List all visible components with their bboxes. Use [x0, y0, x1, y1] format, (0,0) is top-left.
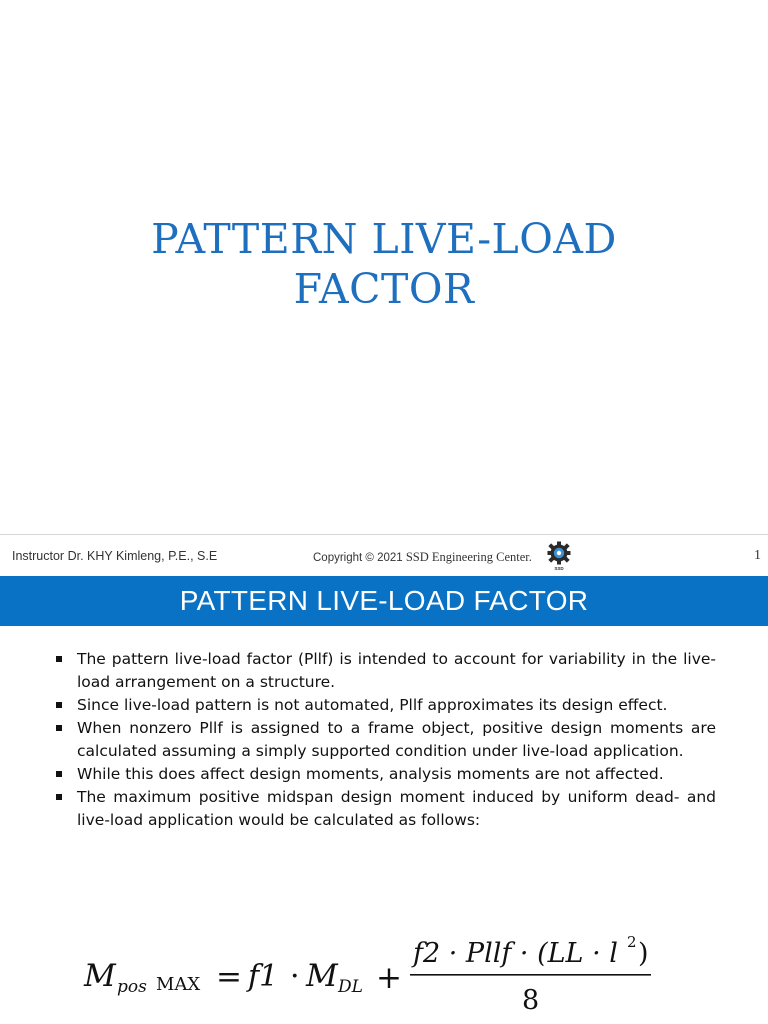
formula-denominator: 8 [522, 985, 540, 1016]
logo-text: SSD [554, 566, 564, 571]
footer-copyright-prefix: Copyright © 2021 [313, 552, 406, 564]
formula-numerator: f2 · Pllf · (LL · l [413, 938, 618, 969]
square-bullet-icon [56, 702, 62, 708]
bullet-item [54, 786, 716, 832]
formula-dot: · [290, 959, 300, 994]
square-bullet-icon [56, 725, 62, 731]
footer-instructor: Instructor Dr. KHY Kimleng, P.E., S.E [12, 549, 218, 563]
design-moment-formula [0, 922, 768, 1022]
formula-close-paren: ) [638, 938, 649, 969]
gear-logo-icon [546, 541, 572, 571]
formula-plus: + [376, 960, 402, 996]
slide-footer [0, 536, 768, 570]
bullet-item [54, 694, 716, 717]
footer-center-name: SSD Engineering Center. [405, 550, 532, 564]
formula-m-dl: M [306, 958, 338, 994]
bullet-text: The pattern live-load factor (Pllf) is intended to account for variability in the live-load arrangement on a structure. [77, 650, 716, 691]
bullet-text: While this does affect design moments, analysis moments are not affected. [77, 765, 664, 783]
bullet-text: The maximum positive midspan design moment induced by uniform dead- and live-load application would be calculated as follows: [77, 788, 716, 829]
slide-title-line-2: FACTOR [293, 265, 475, 313]
bullet-item [54, 763, 716, 786]
bullet-item [54, 648, 716, 694]
square-bullet-icon [56, 656, 62, 662]
page-number: 1 [754, 548, 761, 563]
formula-pos-subscript: pos [117, 977, 147, 997]
bullet-text: Since live-load pattern is not automated, Pllf approximates its design effect. [77, 696, 668, 714]
formula-f1: f1 [248, 959, 279, 994]
section-banner [0, 576, 768, 626]
slide-title [0, 214, 768, 314]
footer-copyright [313, 550, 532, 565]
footer-divider [0, 534, 768, 535]
formula-max-label: MAX [156, 974, 201, 995]
formula-m-pos: M [84, 958, 116, 994]
bullet-item [54, 717, 716, 763]
banner-title: PATTERN LIVE-LOAD FACTOR [179, 585, 589, 616]
bullet-text: When nonzero Pllf is assigned to a frame object, positive design moments are calculated assuming a simply supported condition under live-load application. [77, 719, 716, 760]
square-bullet-icon [56, 794, 62, 800]
formula-fraction-bar [410, 974, 651, 976]
formula-dl-subscript: DL [338, 977, 363, 997]
square-bullet-icon [56, 771, 62, 777]
bullet-list [54, 648, 716, 832]
formula-exponent: 2 [627, 933, 637, 951]
slide-title-line-1: PATTERN LIVE-LOAD [151, 215, 617, 263]
formula-equals: = [216, 959, 242, 995]
